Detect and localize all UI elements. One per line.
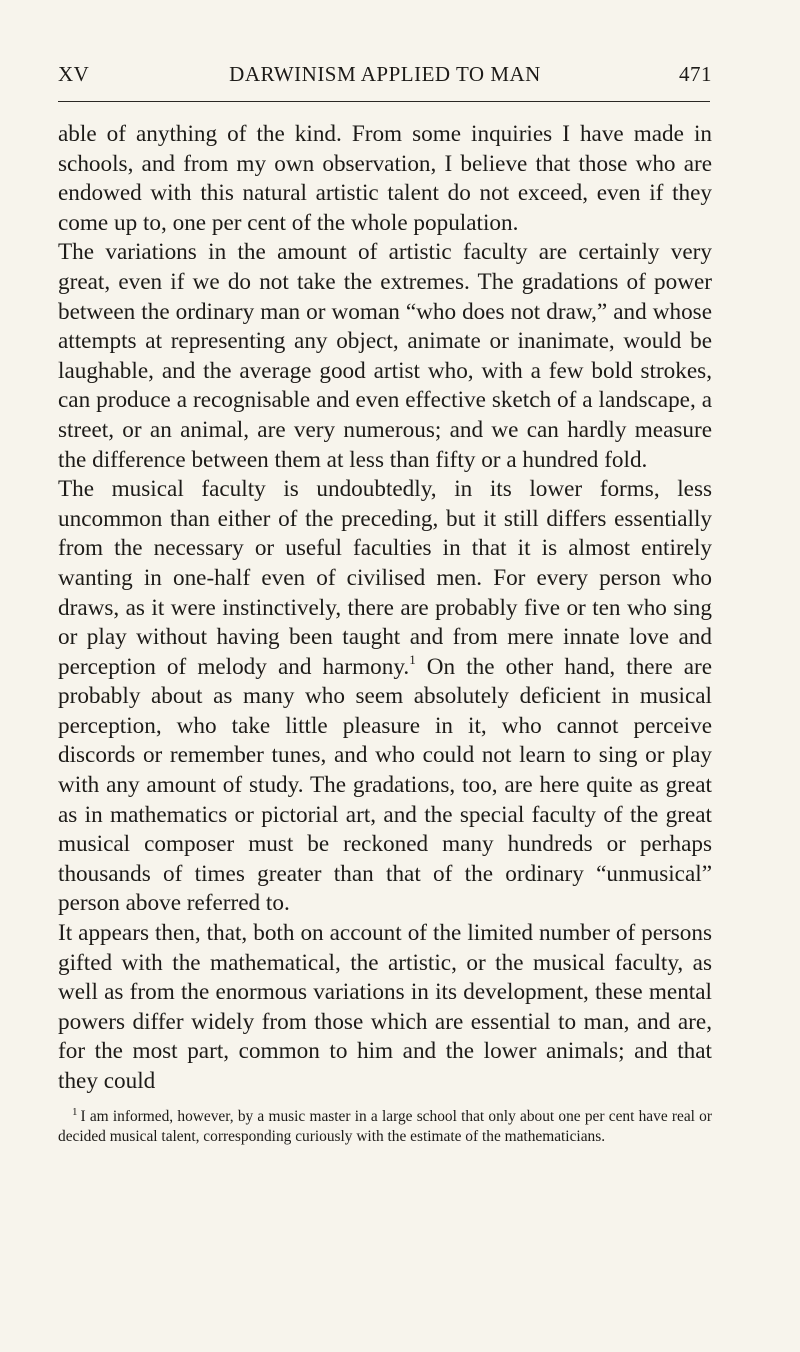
paragraph-2: The variations in the amount of artistic faculty are certainly very great, even if we do not take the extremes. The gradations of power between the ordinary man or woman “who does not draw,” and whose attempts at representing any object, animate or inanimate, would be laughable, and the average good artist who, with a few bold strokes, can produce a recognisable and even effective sketch of a landscape, a street, or an animal, are very numerous; and we can hardly measure the difference between them at less than fifty or a hundred fold. bbox=[58, 239, 712, 473]
chapter-number: XV bbox=[58, 62, 90, 86]
paragraph-3-text-b: On the other hand, there are probably about as many who seem absolutely deficient in musical perception, who take little pleasure in it, who cannot perceive discords or remember tunes, and who could not learn to sing or play with any amount of study. The gradations, too, are here quite as great as in mathematics or pictorial art, and the special faculty of the great musical composer must be reckoned many hundreds or perhaps thousands of times greater than that of the ordinary “unmusical” person above referred to. bbox=[58, 653, 712, 917]
running-title: DARWINISM APPLIED TO MAN bbox=[229, 62, 541, 86]
paragraph-3 bbox=[58, 475, 712, 919]
footnote bbox=[58, 1107, 712, 1147]
paragraph-4: It appears then, that, both on account of the limited number of persons gifted with the mathematical, the artistic, or the musical faculty, as well as from the enormous variations in its development, these mental powers differ widely from those which are essential to man, and are, for the most part, common to him and the lower animals; and that they could bbox=[58, 920, 712, 1094]
footnote-text: I am informed, however, by a music master in a large school that only about one per cent have real or decided musical talent, corresponding curiously with the estimate of the mathematicians. bbox=[58, 1108, 712, 1145]
page-number: 471 bbox=[679, 62, 712, 86]
footnote-reference: 1 bbox=[409, 651, 416, 667]
header-rule bbox=[58, 101, 710, 102]
paragraph-1: able of anything of the kind. From some inquiries I have made in schools, and from my own observation, I believe that those who are endowed with this natural artistic talent do not exceed, even if they come up to, one per cent of the whole population. bbox=[58, 121, 712, 236]
running-head bbox=[58, 62, 712, 92]
paragraph-3-text-a: The musical faculty is undoubtedly, in its lower forms, less uncommon than either of the preceding, but it still differs essentially from the necessary or useful faculties in that it is almost entirely wanting in one-half even of civilised men. For every person who draws, as it were instinctively, there are probably five or ten who sing or play without having been taught and from mere innate love and perception of melody and harmony. bbox=[58, 476, 712, 680]
body-text bbox=[58, 120, 712, 1097]
footnote-marker: 1 bbox=[72, 1106, 78, 1118]
